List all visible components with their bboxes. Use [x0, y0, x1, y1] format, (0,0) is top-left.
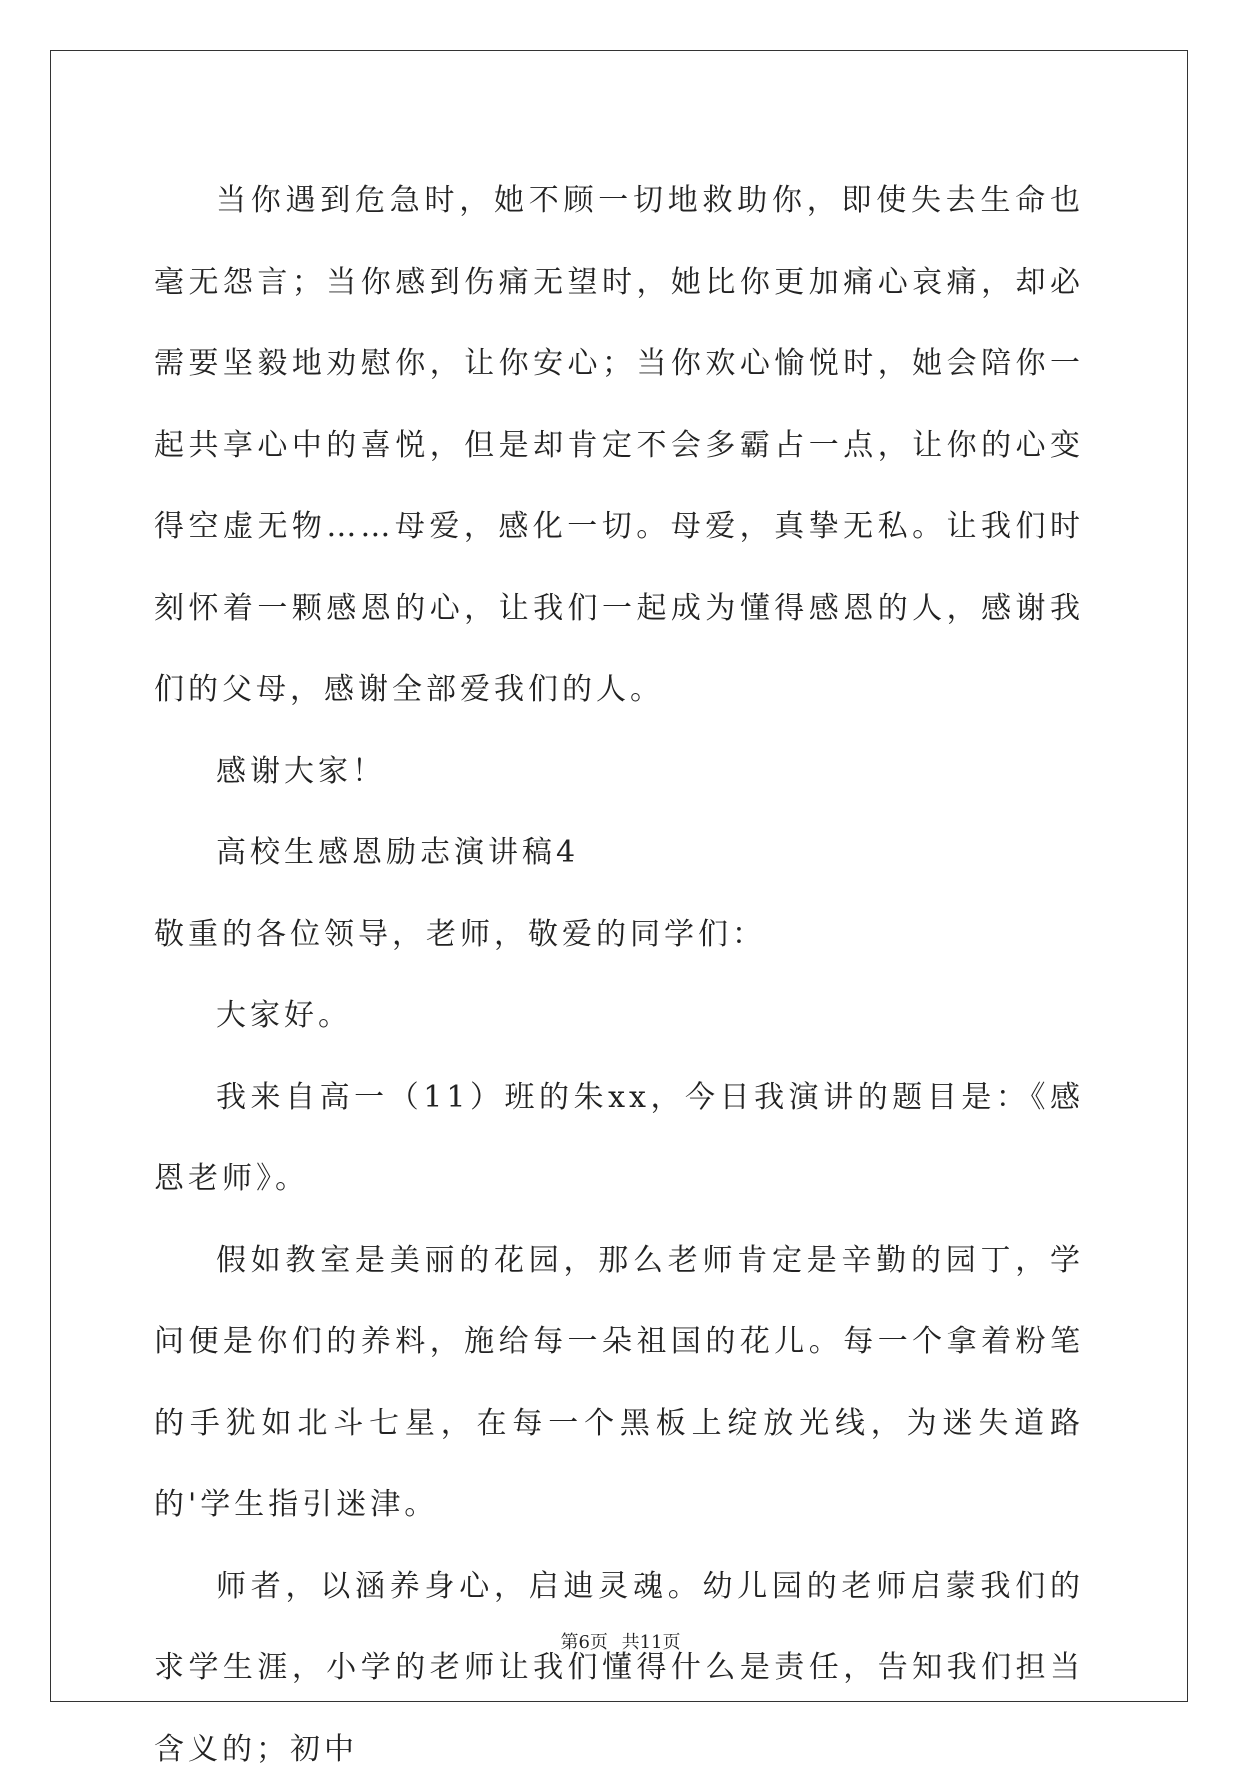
- page-number: 第6页: [560, 1632, 607, 1653]
- paragraph-thanks: 感谢大家！: [154, 731, 1084, 813]
- greeting: 大家好。: [154, 975, 1084, 1057]
- page-total: 共11页: [622, 1632, 681, 1653]
- paragraph-teachers: 师者，以涵养身心，启迪灵魂。幼儿园的老师启蒙我们的求学生涯，小学的老师让我们懂得什么是责任，告知我们担当含义的；初中: [154, 1546, 1084, 1790]
- page-footer: [0, 1628, 1241, 1654]
- paragraph-mother-love: 当你遇到危急时，她不顾一切地救助你，即使失去生命也毫无怨言；当你感到伤痛无望时，她比你更加痛心哀痛，却必需要坚毅地劝慰你，让你安心；当你欢心愉悦时，她会陪你一起共享心中的喜悦，但是却肯定不会多霸占一点，让你的心变得空虚无物……母爱，感化一切。母爱，真挚无私。让我们时刻怀着一颗感恩的心，让我们一起成为懂得感恩的人，感谢我们的父母，感谢全部爱我们的人。: [154, 160, 1084, 731]
- section-title: 高校生感恩励志演讲稿4: [154, 812, 1084, 894]
- paragraph-garden-metaphor: 假如教室是美丽的花园，那么老师肯定是辛勤的园丁，学问便是你们的养料，施给每一朵祖国的花儿。每一个拿着粉笔的手犹如北斗七星，在每一个黑板上绽放光线，为迷失道路的'学生指引迷津。: [154, 1220, 1084, 1546]
- salutation: 敬重的各位领导，老师，敬爱的同学们：: [154, 894, 1084, 976]
- paragraph-introduction: 我来自高一（11）班的朱xx，今日我演讲的题目是：《感恩老师》。: [154, 1057, 1084, 1220]
- document-body: [154, 160, 1084, 1790]
